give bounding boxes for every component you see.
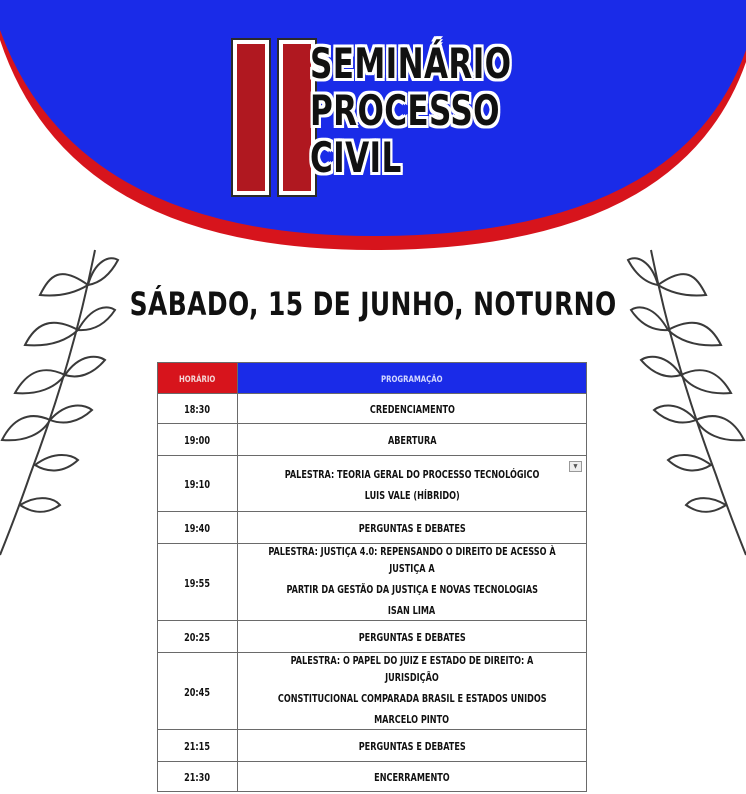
table-row (158, 456, 587, 512)
program-cell (238, 653, 587, 730)
program-cell (238, 730, 587, 762)
program-cell (238, 424, 587, 456)
table-row (158, 424, 587, 456)
program-cell (238, 456, 587, 512)
program-line: PERGUNTAS E DEBATES (358, 741, 466, 753)
dropdown-arrow-icon[interactable]: ▼ (569, 461, 582, 472)
program-line: PALESTRA: JUSTIÇA 4.0: REPENSANDO O DIREITO DE ACESSO À JUSTIÇA A (268, 546, 556, 575)
event-title (310, 40, 511, 181)
table-row (158, 621, 587, 653)
time-cell: 20:25 (158, 621, 238, 653)
header-time: HORÁRIO (158, 363, 238, 394)
time-cell: 18:30 (158, 394, 238, 424)
event-title-line: PROCESSO (310, 86, 500, 135)
program-line: PARTIR DA GESTÃO DA JUSTIÇA E NOVAS TECNOLOGIAS (286, 584, 538, 596)
time-cell: 19:10 (158, 456, 238, 512)
header-program: PROGRAMAÇÃO (238, 363, 587, 394)
program-line: PERGUNTAS E DEBATES (358, 632, 466, 644)
schedule-table (157, 362, 587, 792)
roman-numeral-logo (233, 40, 315, 195)
logo-bar (233, 40, 269, 195)
time-cell: 20:45 (158, 653, 238, 730)
program-cell (238, 621, 587, 653)
table-row (158, 730, 587, 762)
table-row (158, 512, 587, 544)
event-title-line: SEMINÁRIO (310, 39, 512, 88)
time-cell: 21:30 (158, 762, 238, 792)
program-line: PERGUNTAS E DEBATES (358, 523, 466, 535)
program-cell (238, 762, 587, 792)
table-row (158, 653, 587, 730)
time-cell: 19:55 (158, 544, 238, 621)
program-line: LUIS VALE (HÍBRIDO) (364, 489, 460, 502)
program-line: CONSTITUCIONAL COMPARADA BRASIL E ESTADOS UNIDOS (277, 693, 547, 705)
leaf-branch-right-icon (616, 245, 746, 575)
time-cell: 19:00 (158, 424, 238, 456)
table-header-row (158, 363, 587, 394)
time-cell: 21:15 (158, 730, 238, 762)
program-cell (238, 394, 587, 424)
program-cell (238, 512, 587, 544)
program-line: MARCELO PINTO (374, 714, 450, 726)
time-cell: 19:40 (158, 512, 238, 544)
table-row (158, 762, 587, 792)
program-line: ENCERRAMENTO (374, 772, 450, 784)
program-line: CREDENCIAMENTO (369, 404, 455, 416)
table-row (158, 544, 587, 621)
program-line: PALESTRA: TEORIA GERAL DO PROCESSO TECNOLÓGICO (284, 468, 540, 481)
leaf-branch-left-icon (0, 245, 130, 575)
program-line: PALESTRA: O PAPEL DO JUIZ E ESTADO DE DIREITO: A JURISDIÇÃO (290, 655, 534, 684)
program-line: ABERTURA (387, 435, 437, 447)
program-line: ISAN LIMA (388, 605, 436, 617)
table-row (158, 394, 587, 424)
program-cell (238, 544, 587, 621)
date-subtitle: SÁBADO, 15 DE JUNHO, NOTURNO (129, 285, 617, 323)
event-title-line: CIVIL (310, 133, 402, 182)
